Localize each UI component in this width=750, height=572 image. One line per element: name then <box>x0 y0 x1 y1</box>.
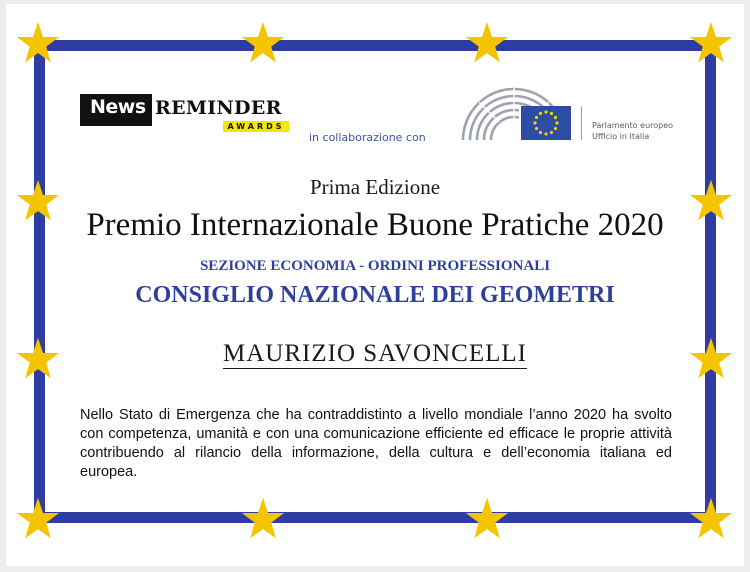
star-icon <box>464 496 510 542</box>
star-icon <box>15 20 61 66</box>
star-icon <box>15 496 61 542</box>
star-icon <box>464 20 510 66</box>
ep-line2: Ufficio in Italia <box>592 132 650 141</box>
eu-flag-icon <box>519 106 571 140</box>
section-title: SEZIONE ECONOMIA - ORDINI PROFESSIONALI <box>199 258 551 274</box>
star-icon <box>688 20 734 66</box>
recipient-wrapper <box>40 340 710 368</box>
collaboration-text: in collaborazione con <box>309 131 426 144</box>
ep-line1: Parlamento europeo <box>592 121 674 130</box>
logo-separator <box>581 106 582 140</box>
awards-tag: AWARDS <box>223 121 289 132</box>
european-parliament-logo <box>459 84 689 146</box>
award-title: Premio Internazionale Buone Pratiche 2020 <box>86 207 664 243</box>
edition-text: Prima Edizione <box>309 175 441 199</box>
news-reminder-logo <box>80 92 290 136</box>
news-badge-text: News <box>90 96 146 118</box>
star-icon <box>688 496 734 542</box>
star-icon <box>240 20 286 66</box>
recipient-name: MAURIZIO SAVONCELLI <box>223 340 527 367</box>
reminder-text: REMINDER <box>155 97 282 119</box>
citation-text: Nello Stato di Emergenza che ha contraddistinto a livello mondiale l’anno 2020 ha svolto con competenza, umanità e con una comunicazione efficiente ed efficace le proprie attività contribuendo al rilancio della informazione, della cultura e dell’economia italiana ed europea. <box>80 407 672 480</box>
organization-name: CONSIGLIO NAZIONALE DEI GEOMETRI <box>135 282 615 308</box>
star-icon <box>240 496 286 542</box>
ep-name <box>592 120 673 142</box>
